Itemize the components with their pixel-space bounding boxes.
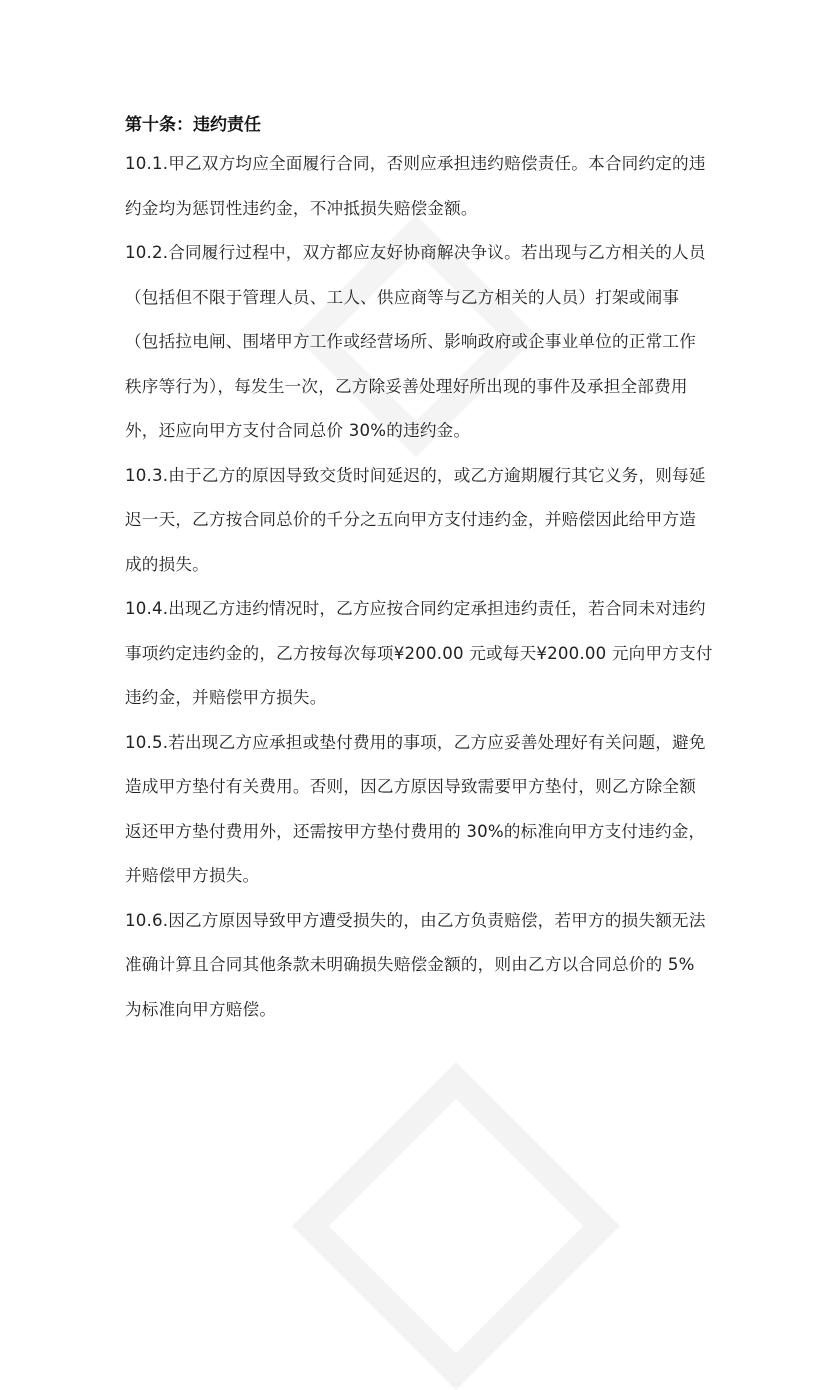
clause-10-2 (125, 238, 705, 461)
clause-line: 10.5.若出现乙方应承担或垫付费用的事项，乙方应妥善处理好有关问题，避免 (125, 732, 706, 752)
clause-10-4 (125, 594, 713, 728)
watermark-shape (292, 1062, 620, 1390)
clause-line: 准确计算且合同其他条款未明确损失赔偿金额的，则由乙方以合同总价的 5% (125, 955, 695, 974)
clause-line: 约金均为惩罚性违约金，不冲抵损失赔偿金额。 (125, 198, 478, 218)
clause-line: 10.3.由于乙方的原因导致交货时间延迟的，或乙方逾期履行其它义务，则每延 (125, 465, 706, 485)
clause-line: 为标准向甲方赔偿。 (125, 999, 277, 1019)
clause-line: （包括拉电闸、围堵甲方工作或经营场所、影响政府或企事业单位的正常工作 (125, 332, 696, 351)
clause-10-3 (125, 461, 705, 595)
clause-line: 10.6.因乙方原因导致甲方遭受损失的，由乙方负责赔偿，若甲方的损失额无法 (125, 910, 706, 930)
clause-line: 迟一天，乙方按合同总价的千分之五向甲方支付违约金，并赔偿因此给甲方造 (125, 510, 696, 529)
clause-line: 外，还应向甲方支付合同总价 30%的违约金。 (125, 421, 471, 440)
clause-line: 事项约定违约金的，乙方按每次每项¥200.00 元或每天¥200.00 元向甲方支付 (125, 643, 713, 663)
clause-10-1 (125, 149, 705, 238)
article-section (125, 110, 713, 1039)
clause-line: 返还甲方垫付费用外，还需按甲方垫付费用的 30%的标准向甲方支付违约金， (125, 821, 706, 841)
clause-line: 10.2.合同履行过程中，双方都应友好协商解决争议。若出现与乙方相关的人员 (125, 243, 706, 262)
clause-line: 造成甲方垫付有关费用。否则，因乙方原因导致需要甲方垫付，则乙方除全额 (125, 777, 696, 796)
clause-line: 违约金，并赔偿甲方损失。 (125, 688, 327, 707)
clause-line: 并赔偿甲方损失。 (125, 866, 260, 885)
section-heading: 第十条：违约责任 (125, 115, 261, 135)
clause-line: 10.4.出现乙方违约情况时，乙方应按合同约定承担违约责任，若合同未对违约 (125, 599, 706, 618)
clause-line: 秩序等行为），每发生一次，乙方除妥善处理好所出现的事件及承担全部费用 (125, 376, 688, 396)
clause-line: 成的损失。 (125, 554, 209, 574)
clause-10-6 (125, 906, 705, 1040)
clause-line: 10.1.甲乙双方均应全面履行合同，否则应承担违约赔偿责任。本合同约定的违 (125, 154, 706, 173)
clause-10-5 (125, 728, 705, 906)
clause-line: （包括但不限于管理人员、工人、供应商等与乙方相关的人员）打架或闹事 (125, 287, 680, 307)
